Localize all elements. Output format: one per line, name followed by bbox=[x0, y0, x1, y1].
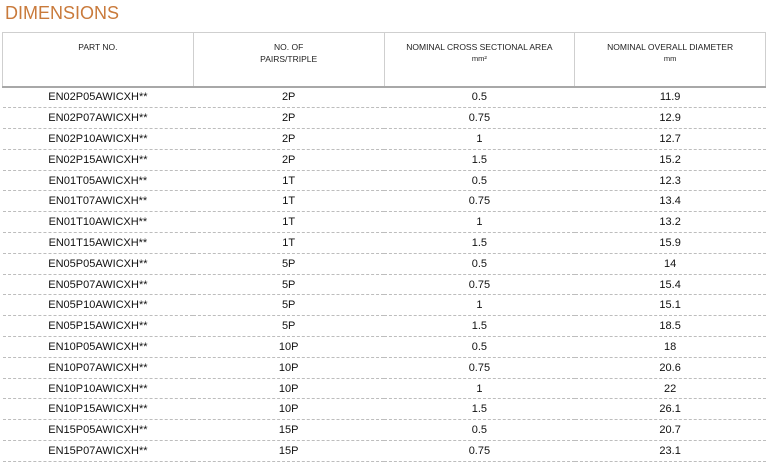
cell-part-no: EN15P05AWICXH** bbox=[3, 420, 194, 441]
cell-pairs: 2P bbox=[193, 129, 384, 150]
table-row bbox=[3, 441, 766, 462]
cell-part-no: EN05P15AWICXH** bbox=[3, 316, 194, 337]
cell-pairs: 1T bbox=[193, 170, 384, 191]
cell-pairs: 2P bbox=[193, 149, 384, 170]
header-part-no-label: PART NO. bbox=[78, 42, 118, 52]
table-row bbox=[3, 233, 766, 254]
cell-pairs: 2P bbox=[193, 87, 384, 108]
cell-diameter: 13.4 bbox=[575, 191, 766, 212]
cell-area: 1.5 bbox=[384, 233, 575, 254]
header-area-label: NOMINAL CROSS SECTIONAL AREA bbox=[406, 42, 553, 52]
cell-part-no: EN01T07AWICXH** bbox=[3, 191, 194, 212]
cell-area: 1 bbox=[384, 212, 575, 233]
cell-part-no: EN05P07AWICXH** bbox=[3, 274, 194, 295]
header-area bbox=[384, 33, 575, 87]
dimensions-table bbox=[2, 32, 766, 462]
table-row bbox=[3, 274, 766, 295]
cell-area: 0.75 bbox=[384, 108, 575, 129]
table-row bbox=[3, 295, 766, 316]
cell-diameter: 15.2 bbox=[575, 149, 766, 170]
cell-area: 1 bbox=[384, 295, 575, 316]
cell-diameter: 23.1 bbox=[575, 441, 766, 462]
cell-area: 1.5 bbox=[384, 399, 575, 420]
cell-pairs: 10P bbox=[193, 357, 384, 378]
cell-part-no: EN15P07AWICXH** bbox=[3, 441, 194, 462]
cell-area: 1 bbox=[384, 129, 575, 150]
cell-part-no: EN02P15AWICXH** bbox=[3, 149, 194, 170]
cell-area: 0.75 bbox=[384, 191, 575, 212]
cell-pairs: 5P bbox=[193, 316, 384, 337]
cell-pairs: 1T bbox=[193, 191, 384, 212]
table-row bbox=[3, 357, 766, 378]
table-row bbox=[3, 316, 766, 337]
cell-diameter: 15.4 bbox=[575, 274, 766, 295]
header-diameter-unit: mm bbox=[663, 54, 677, 63]
cell-diameter: 18 bbox=[575, 337, 766, 358]
cell-part-no: EN05P10AWICXH** bbox=[3, 295, 194, 316]
cell-part-no: EN10P15AWICXH** bbox=[3, 399, 194, 420]
table-row bbox=[3, 149, 766, 170]
cell-diameter: 20.7 bbox=[575, 420, 766, 441]
cell-diameter: 15.9 bbox=[575, 233, 766, 254]
table-header-row bbox=[3, 33, 766, 87]
cell-diameter: 20.6 bbox=[575, 357, 766, 378]
cell-diameter: 26.1 bbox=[575, 399, 766, 420]
cell-area: 0.5 bbox=[384, 170, 575, 191]
cell-part-no: EN01T15AWICXH** bbox=[3, 233, 194, 254]
cell-pairs: 10P bbox=[193, 399, 384, 420]
table-row bbox=[3, 170, 766, 191]
cell-pairs: 5P bbox=[193, 274, 384, 295]
header-pairs-line1: NO. OF bbox=[274, 42, 304, 52]
header-part-no bbox=[3, 33, 194, 87]
cell-diameter: 11.9 bbox=[575, 87, 766, 108]
cell-area: 1 bbox=[384, 378, 575, 399]
cell-diameter: 12.9 bbox=[575, 108, 766, 129]
header-pairs bbox=[193, 33, 384, 87]
table-body bbox=[3, 87, 766, 462]
table-row bbox=[3, 87, 766, 108]
cell-part-no: EN05P05AWICXH** bbox=[3, 253, 194, 274]
cell-pairs: 2P bbox=[193, 108, 384, 129]
header-pairs-line2: PAIRS/TRIPLE bbox=[260, 54, 318, 64]
cell-diameter: 22 bbox=[575, 378, 766, 399]
table-row bbox=[3, 253, 766, 274]
table-row bbox=[3, 212, 766, 233]
cell-diameter: 14 bbox=[575, 253, 766, 274]
cell-diameter: 12.7 bbox=[575, 129, 766, 150]
cell-part-no: EN01T05AWICXH** bbox=[3, 170, 194, 191]
page-title: DIMENSIONS bbox=[5, 3, 120, 23]
table-row bbox=[3, 420, 766, 441]
cell-pairs: 1T bbox=[193, 233, 384, 254]
table-row bbox=[3, 399, 766, 420]
cell-area: 0.5 bbox=[384, 87, 575, 108]
cell-pairs: 10P bbox=[193, 337, 384, 358]
table-row bbox=[3, 108, 766, 129]
cell-part-no: EN10P10AWICXH** bbox=[3, 378, 194, 399]
cell-diameter: 13.2 bbox=[575, 212, 766, 233]
cell-area: 0.75 bbox=[384, 357, 575, 378]
header-diameter bbox=[575, 33, 766, 87]
cell-part-no: EN01T10AWICXH** bbox=[3, 212, 194, 233]
cell-part-no: EN02P10AWICXH** bbox=[3, 129, 194, 150]
cell-area: 0.75 bbox=[384, 441, 575, 462]
table-row bbox=[3, 378, 766, 399]
cell-area: 0.5 bbox=[384, 337, 575, 358]
cell-diameter: 12.3 bbox=[575, 170, 766, 191]
table-row bbox=[3, 337, 766, 358]
table-row bbox=[3, 129, 766, 150]
header-diameter-label: NOMINAL OVERALL DIAMETER bbox=[607, 42, 734, 52]
cell-pairs: 5P bbox=[193, 295, 384, 316]
cell-area: 0.5 bbox=[384, 253, 575, 274]
cell-pairs: 15P bbox=[193, 441, 384, 462]
cell-area: 1.5 bbox=[384, 149, 575, 170]
cell-diameter: 15.1 bbox=[575, 295, 766, 316]
cell-part-no: EN10P07AWICXH** bbox=[3, 357, 194, 378]
cell-area: 1.5 bbox=[384, 316, 575, 337]
table-row bbox=[3, 191, 766, 212]
cell-pairs: 10P bbox=[193, 378, 384, 399]
cell-pairs: 1T bbox=[193, 212, 384, 233]
cell-area: 0.5 bbox=[384, 420, 575, 441]
cell-diameter: 18.5 bbox=[575, 316, 766, 337]
cell-part-no: EN10P05AWICXH** bbox=[3, 337, 194, 358]
cell-part-no: EN02P05AWICXH** bbox=[3, 87, 194, 108]
cell-pairs: 5P bbox=[193, 253, 384, 274]
cell-part-no: EN02P07AWICXH** bbox=[3, 108, 194, 129]
header-area-unit: mm² bbox=[471, 54, 487, 63]
cell-pairs: 15P bbox=[193, 420, 384, 441]
cell-area: 0.75 bbox=[384, 274, 575, 295]
